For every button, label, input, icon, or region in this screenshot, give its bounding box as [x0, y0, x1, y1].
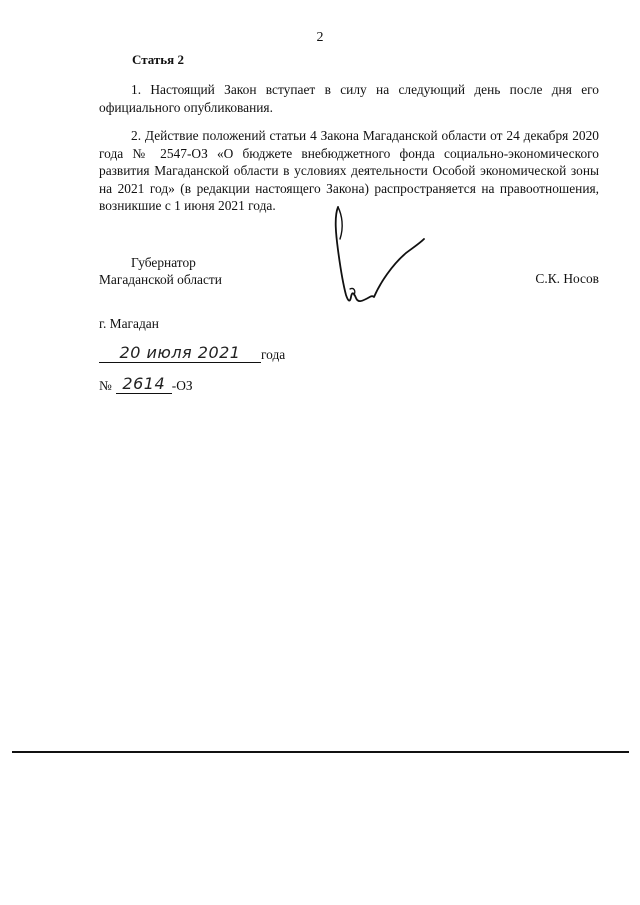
- city-label: г. Магадан: [99, 316, 159, 331]
- date-suffix: года: [261, 347, 286, 362]
- paragraph-2: 2. Действие положений статьи 4 Закона Магаданской области от 24 декабря 2020 года № 2547-ОЗ «О бюджете внебюджетного фонда социально-экономического развития Магаданской области в условиях деятельности Особой экономической зоны на 2021 год» (в редакции настоящего Закона) распространяется на правоотношения, возникшие с 1 июня 2021 года.: [99, 128, 599, 213]
- signatory-title-line2: Магаданской области: [99, 272, 222, 287]
- handwritten-signature: [320, 205, 440, 315]
- signing-date: [99, 343, 285, 363]
- law-number: [99, 374, 193, 394]
- page-number: 2: [316, 30, 324, 45]
- article-heading: Статья 2: [132, 52, 184, 67]
- signatory-title: [99, 254, 222, 288]
- bottom-divider: [12, 751, 629, 753]
- signatory-title-line1: Губернатор: [131, 255, 196, 270]
- handwritten-date: 20 июля 2021: [99, 343, 261, 363]
- law-number-suffix: -ОЗ: [171, 378, 193, 393]
- number-sign: №: [99, 378, 112, 393]
- signatory-name: С.К. Носов: [535, 271, 599, 286]
- paragraph-1: 1. Настоящий Закон вступает в силу на следующий день после дня его официального опубликования.: [99, 82, 599, 115]
- handwritten-law-number: 2614: [116, 374, 172, 394]
